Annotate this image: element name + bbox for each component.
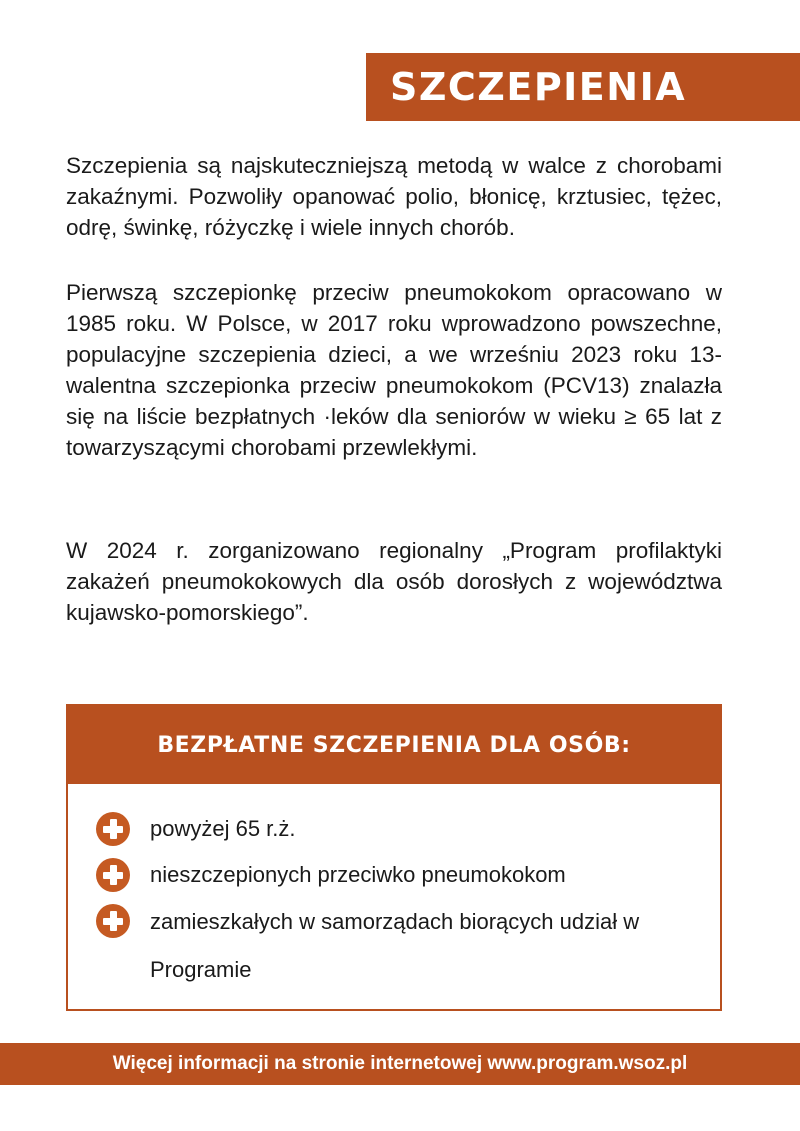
plus-circle-icon bbox=[96, 858, 130, 892]
footer-info-text: Więcej informacji na stronie internetowej www.program.wsoz.pl bbox=[112, 1053, 688, 1074]
list-item bbox=[96, 852, 720, 898]
program-paragraph: W 2024 r. zorganizowano regionalny „Program profilaktyki zakażeń pneumokokowych dla osób dorosłych z województwa kujawsko-pomorskiego”. bbox=[66, 538, 722, 625]
list-item bbox=[96, 898, 720, 994]
intro-paragraph: Szczepienia są najskuteczniejszą metodą w walce z chorobami zakaźnymi. Pozwoliły opanować polio, błonicę, krztusiec, tężec, odrę, świnkę, różyczkę i wiele innych chorób. bbox=[66, 153, 722, 240]
eligibility-item-residence: zamieszkałych w samorządach biorących udział w Programie bbox=[150, 909, 640, 982]
eligibility-item-unvaccinated: nieszczepionych przeciwko pneumokokom bbox=[150, 862, 566, 887]
page-title: SZCZEPIENIA bbox=[390, 65, 687, 109]
eligibility-item-age: powyżej 65 r.ż. bbox=[150, 816, 296, 841]
eligibility-heading: BEZPŁATNE SZCZEPIENIA DLA OSÓB: bbox=[68, 706, 720, 784]
plus-circle-icon bbox=[96, 904, 130, 938]
page-title-banner bbox=[366, 53, 800, 121]
footer-bar bbox=[0, 1043, 800, 1085]
history-paragraph: Pierwszą szczepionkę przeciw pneumokokom opracowano w 1985 roku. W Polsce, w 2017 roku wprowadzono powszechne, populacyjne szczepienia dzieci, a we wrześniu 2023 roku 13-walentna szczepionka przeciw pneumokokom (PCV13) znalazła się na liście bezpłatnych ·leków dla seniorów w wieku ≥ 65 lat z towarzyszącymi chorobami przewlekłymi. bbox=[66, 280, 722, 460]
list-item bbox=[96, 806, 720, 852]
eligibility-box bbox=[66, 704, 722, 1011]
plus-circle-icon bbox=[96, 812, 130, 846]
eligibility-list bbox=[68, 784, 720, 994]
